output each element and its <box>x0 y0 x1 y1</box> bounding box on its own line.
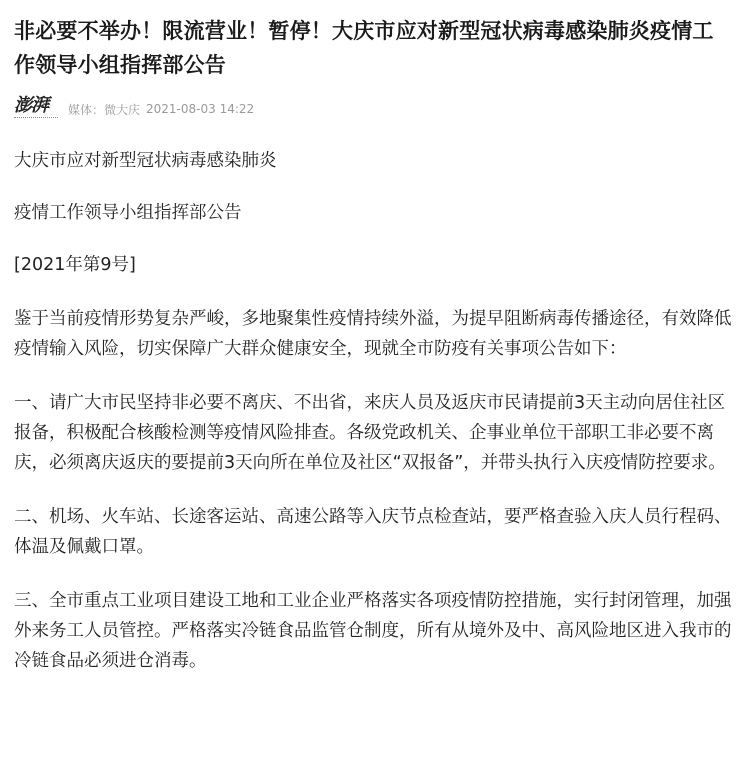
notice-issuer-line-1: 大庆市应对新型冠状病毒感染肺炎 <box>14 151 277 171</box>
logo-underline <box>14 117 58 121</box>
article-body <box>14 146 734 676</box>
article-headline: 非必要不举办！限流营业！暂停！大庆市应对新型冠状病毒感染肺炎疫情工作领导小组指挥部公告 <box>14 19 714 77</box>
notice-number: [2021年第9号] <box>14 255 136 275</box>
notice-item-1: 一、请广大市民坚持非必要不离庆、不出省，来庆人员及返庆市民请提前3天主动向居住社区报备，积极配合核酸检测等疫情风险排查。各级党政机关、企事业单位干部职工非必要不离庆，必须离庆返庆的要提前3天向所在单位及社区“双报备”，并带头执行入庆疫情防控要求。 <box>14 393 726 473</box>
article-source: 媒体：微大庆 <box>68 102 141 117</box>
thepaper-logo-icon <box>14 97 62 121</box>
logo-text: 澎湃 <box>14 95 48 116</box>
notice-item-3: 三、全市重点工业项目建设工地和工业企业严格落实各项疫情防控措施，实行封闭管理，加强外来务工人员管控。严格落实冷链食品监管仓制度，所有从境外及中、高风险地区进入我市的冷链食品必须进仓消毒。 <box>14 591 732 671</box>
article-meta <box>14 96 734 122</box>
notice-item-2: 二、机场、火车站、长途客运站、高速公路等入庆节点检查站，要严格查验入庆人员行程码、体温及佩戴口罩。 <box>14 507 732 557</box>
article-date: 2021-08-03 14:22 <box>146 102 255 116</box>
notice-preamble: 鉴于当前疫情形势复杂严峻，多地聚集性疫情持续外溢，为提早阻断病毒传播途径，有效降低疫情输入风险，切实保障广大群众健康安全，现就全市防疫有关事项公告如下： <box>14 309 732 359</box>
notice-issuer-line-2: 疫情工作领导小组指挥部公告 <box>14 203 242 223</box>
